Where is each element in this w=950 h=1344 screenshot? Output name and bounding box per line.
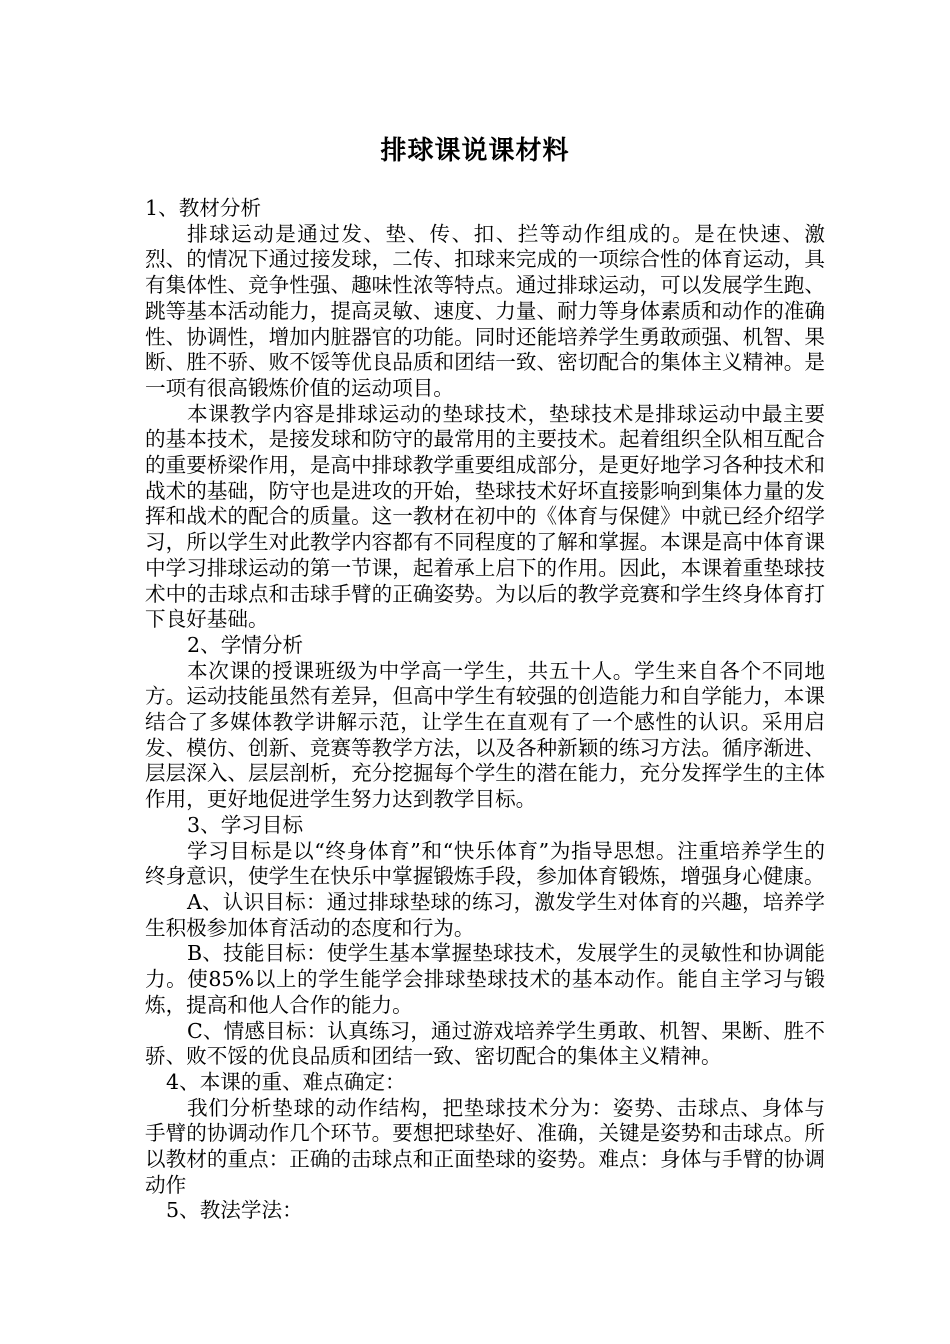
paragraph-cognitive-goal: A、认识目标：通过排球垫球的练习，激发学生对体育的兴趣，培养学生积极参加体育活动的态度和行为。 (145, 889, 825, 940)
paragraph-teaching-content: 本课教学内容是排球运动的垫球技术，垫球技术是排球运动中最主要的基本技术，是接发球和防守的最常用的主要技术。起着组织全队相互配合的重要桥梁作用，是高中排球教学重要组成部分，是更好地学习各种技术和战术的基础，防守也是进攻的开始，垫球技术好坏直接影响到集体力量的发挥和战术的配合的质量。这一教材在初中的《体育与保健》中就已经介绍学习，所以学生对此教学内容都有不同程度的了解和掌握。本课是高中体育课中学习排球运动的第一节课，起着承上启下的作用。因此，本课着重垫球技术中的击球点和击球手臂的正确姿势。为以后的教学竞赛和学生终身体育打下良好基础。 (145, 401, 825, 632)
document-title: 排球课说课材料 (380, 136, 570, 166)
paragraph-key-points: 我们分析垫球的动作结构，把垫球技术分为：姿势、击球点、身体与手臂的协调动作几个环节。要想把球垫好、准确，关键是姿势和击球点。所以教材的重点：正确的击球点和正面垫球的姿势。难点：身体与手臂的协调动作 (145, 1095, 825, 1197)
paragraph-volleyball-overview: 排球运动是通过发、垫、传、扣、拦等动作组成的。是在快速、激烈、的情况下通过接发球，二传、扣球来完成的一项综合性的体育运动，具有集体性、竞争性强、趣味性浓等特点。通过排球运动，可以发展学生跑、跳等基本活动能力，提高灵敏、速度、力量、耐力等身体素质和动作的准确性、协调性，增加内脏器官的功能。同时还能培养学生勇敢顽强、机智、果断、胜不骄、败不馁等优良品质和团结一致、密切配合的集体主义精神。是一项有很高锻炼价值的运动项目。 (145, 221, 825, 400)
paragraph-learning-goals: 学习目标是以“终身体育”和“快乐体育”为指导思想。注重培养学生的终身意识，使学生在快乐中掌握锻炼手段，参加体育锻炼，增强身心健康。 (145, 838, 825, 889)
section-heading-student-analysis: 2、学情分析 (187, 632, 304, 657)
section-heading-teaching-methods: 5、教法学法： (166, 1198, 303, 1223)
paragraph-skill-goal: B、技能目标：使学生基本掌握垫球技术，发展学生的灵敏性和协调能力。使85%以上的学生能学会排球垫球技术的基本动作。能自主学习与锻炼，提高和他人合作的能力。 (145, 941, 825, 1017)
paragraph-student-analysis: 本次课的授课班级为中学高一学生，共五十人。学生来自各个不同地方。运动技能虽然有差异，但高中学生有较强的创造能力和自学能力，本课结合了多媒体教学讲解示范，让学生在直观有了一个感性的认识。采用启发、模仿、创新、竞赛等教学方法，以及各种新颖的练习方法。循序渐进、层层深入、层层剖析，充分挖掘每个学生的潜在能力，充分发挥学生的主体作用，更好地促进学生努力达到教学目标。 (145, 658, 825, 812)
section-heading-learning-goals: 3、学习目标 (187, 812, 304, 837)
document-body (145, 196, 825, 1224)
section-heading-key-points: 4、本课的重、难点确定： (166, 1069, 406, 1094)
section-heading-textbook-analysis: 1、教材分析 (145, 196, 262, 220)
paragraph-emotional-goal: C、情感目标：认真练习，通过游戏培养学生勇敢、机智、果断、胜不骄、败不馁的优良品质和团结一致、密切配合的集体主义精神。 (145, 1018, 825, 1069)
